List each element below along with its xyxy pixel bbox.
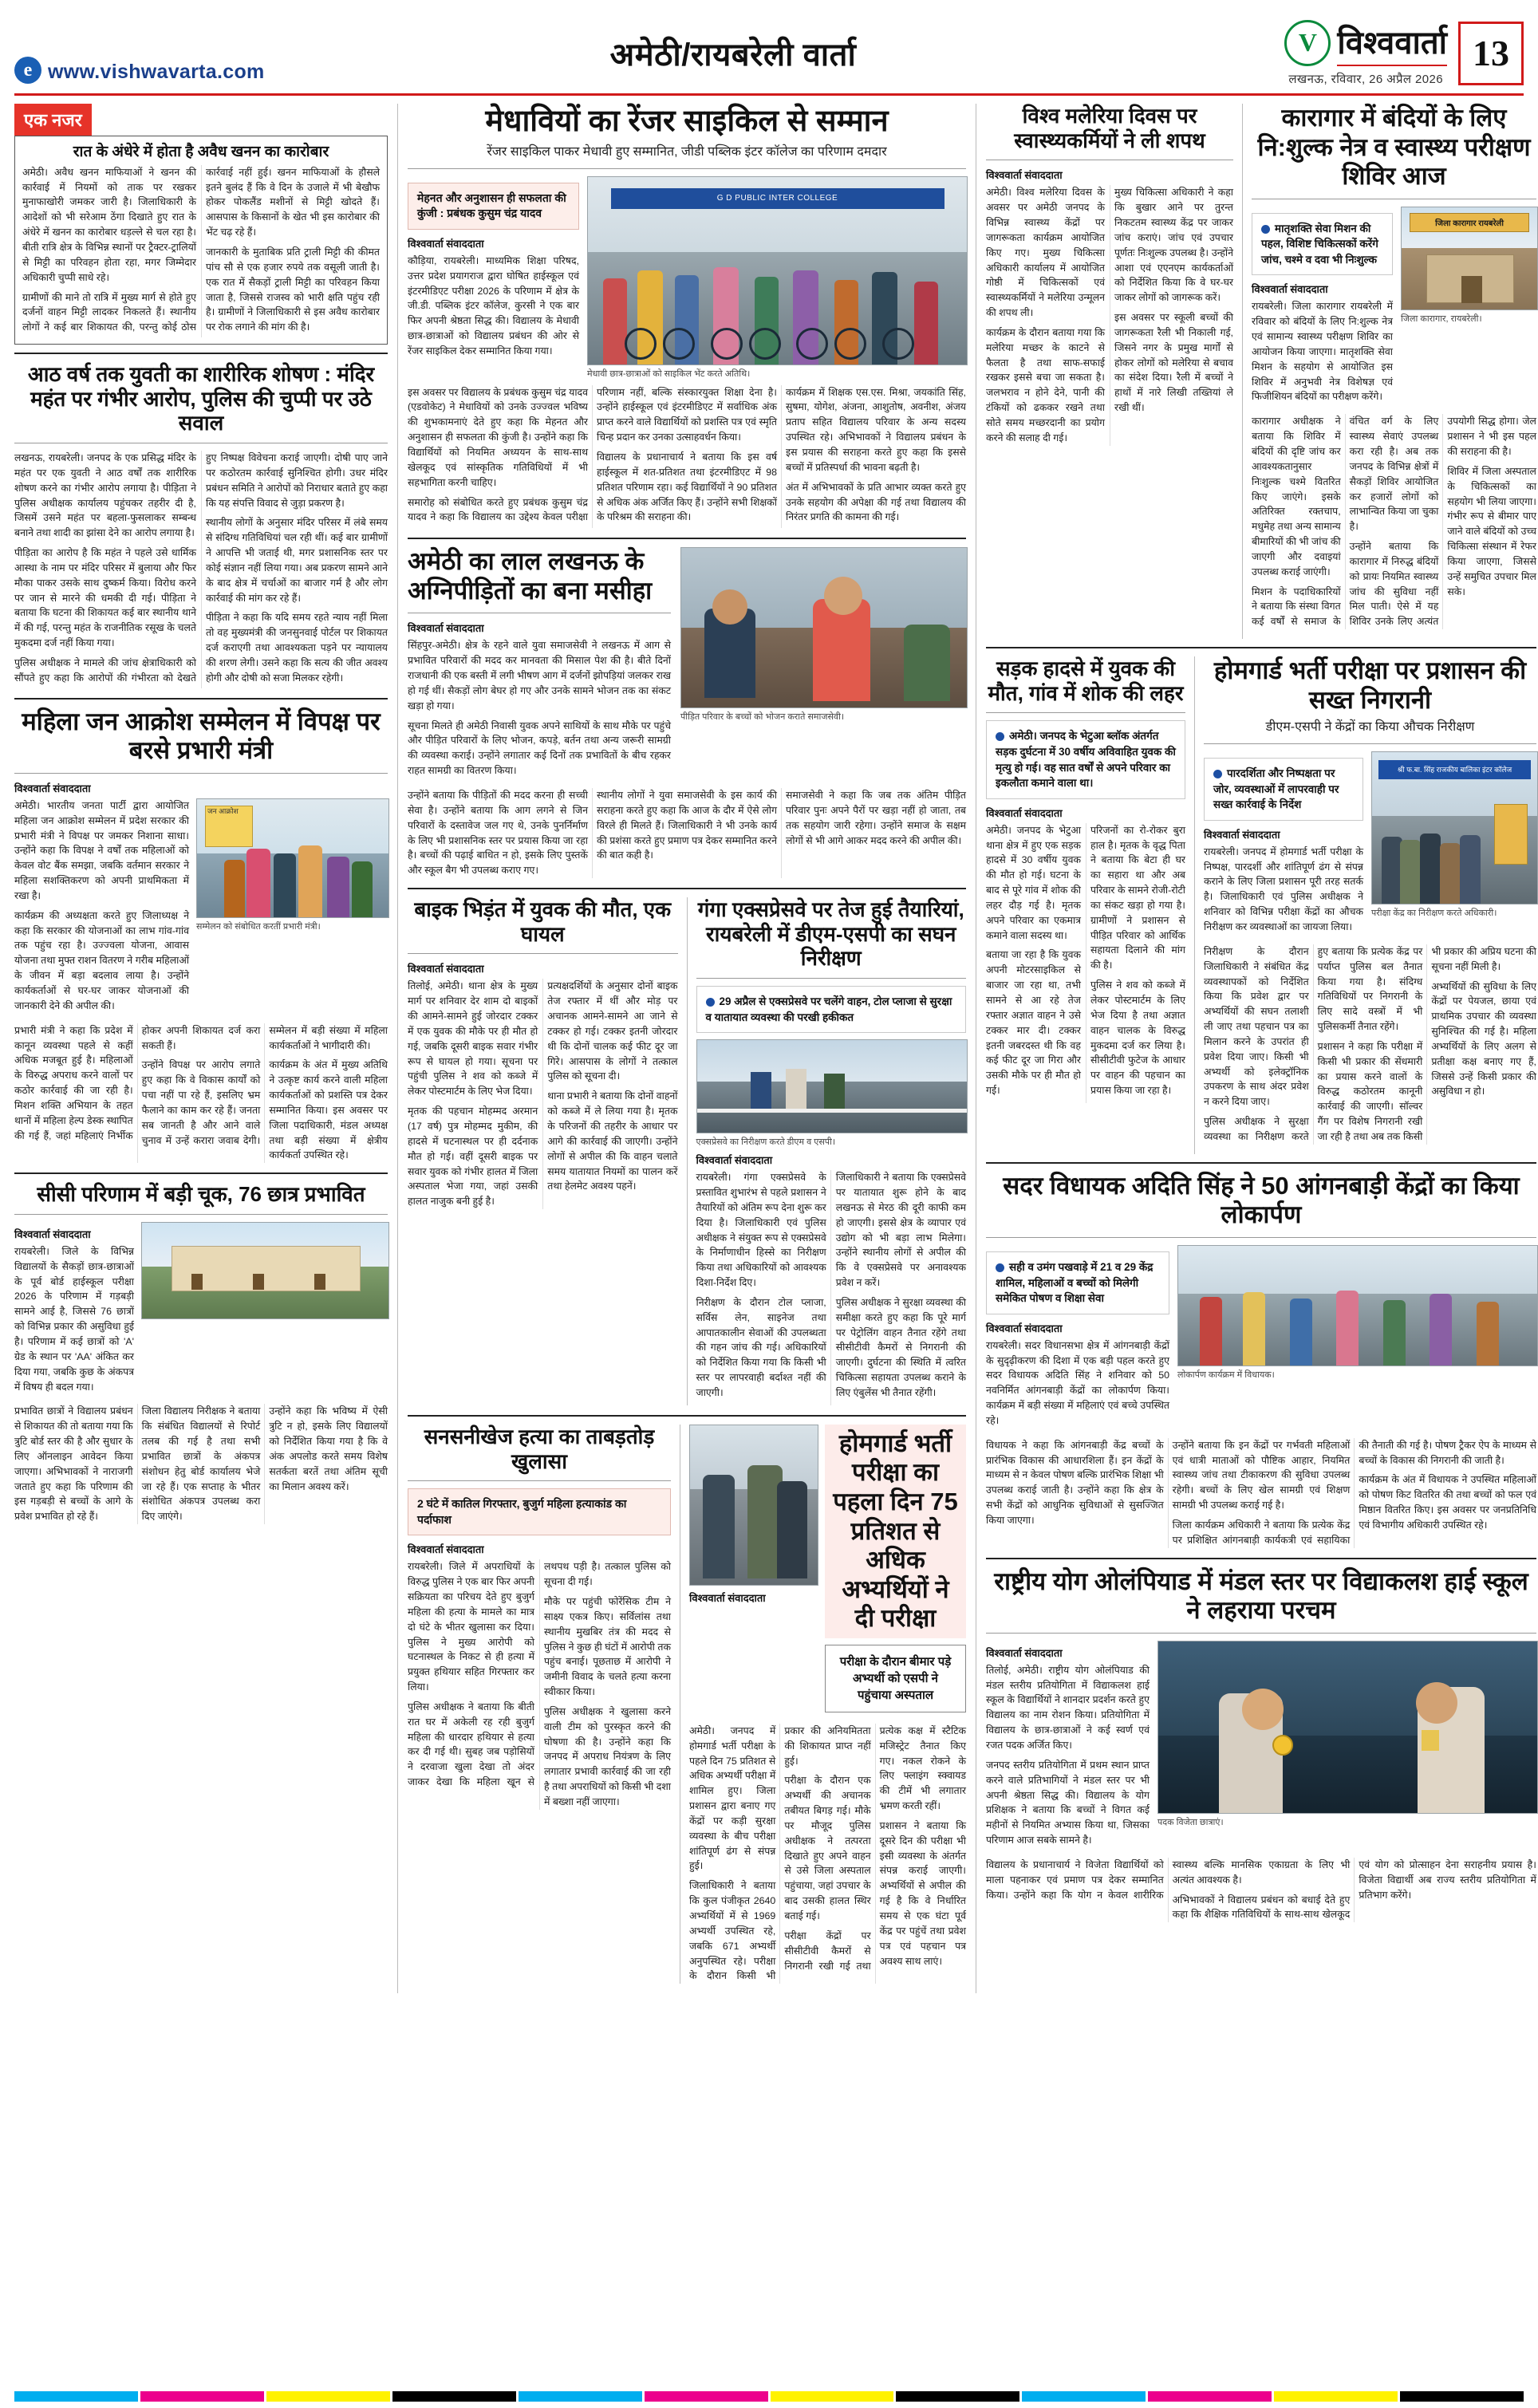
paragraph: परिजनों का रो-रोकर बुरा हाल है। मृतक के वृद्ध पिता ने बताया कि बेटा ही घर का सहारा था और अब परिवार के सामने रोजी-रोटी का संकट खड़ा हो गया है। ग्रामीणों ने प्रशासन से पीड़ित परिवार को आर्थिक सहायता दिलाने की मांग की है। [1090, 824, 1185, 971]
bullet-dot-icon [706, 998, 715, 1007]
paragraph: उन्होंने कहा कि भविष्य में ऐसी त्रुटि न हो, इसके लिए विद्यालयों को निर्देशित किया गया है कि वे अंक अपलोड करते समय विशेष सतर्कता बरतें तथा अंतिम सूची का मिलान अवश्य करें। [269, 1405, 388, 1492]
paragraph: मृतक की पहचान मोहम्मद अरमान (17 वर्ष) पुत्र मोहम्मद मुकीम, की हादसे में घटनास्थल पर ही दर्दनाक मौत हो गई। वहीं दूसरी बाइक पर सवार युवक को गंभीर हालत में जिला अस्पताल भेजा गया, जहां उसकी हालत नाजुक बनी हुई है। [408, 1105, 538, 1208]
byline: विश्ववार्ता संवाददाता [408, 1543, 484, 1556]
website-url[interactable]: www.vishwavarta.com [48, 61, 265, 83]
article-row-bike-ganga [408, 897, 966, 1405]
bullet-box-vigilance [1204, 758, 1363, 821]
headline-lead: मेधावियों का रेंजर साइकिल से सम्मान [485, 104, 889, 138]
headline-vigilance: होमगार्ड भर्ती परीक्षा पर प्रशासन की सख्त निगरानी [1213, 656, 1527, 714]
photo-feeding-children [680, 547, 968, 708]
paragraph: अमेठी। विश्व मलेरिया दिवस के अवसर पर अमेठी जनपद के विभिन्न स्वास्थ्य केंद्रों पर जागरूकता कार्यक्रम आयोजित किए गए। मुख्य चिकित्सा अधिकारी कार्यालय में आयोजित गोष्ठी में चिकित्सकों एवं स्वास्थ्यकर्मियों ने मलेरिया उन्मूलन की शपथ ली। [986, 187, 1105, 319]
paragraph: इस अवसर पर स्कूली बच्चों की जागरूकता रैली भी निकाली गई, जिसने नगर के प्रमुख मार्गों से होकर लोगों को मलेरिया से बचाव का संदेश दिया। रैली में बच्चों ने हाथों में नारे लिखी तख्तियां ले रखी थीं। [1114, 312, 1233, 414]
bullet-box-jail [1252, 213, 1393, 276]
photo-caption: लोकार्पण कार्यक्रम में विधायक। [1177, 1370, 1275, 1380]
paragraph: कारागार अधीक्षक ने बताया कि शिविर में बंदियों की दृष्टि जांच कर आवश्यकतानुसार निःशुल्क चश्मे वितरित किए जाएंगे। इसके अतिरिक्त रक्तचाप, मधुमेह तथा अन्य सामान्य बीमारियों की भी जांच की जाएगी और दवाइयां उपलब्ध कराई जाएंगी। [1252, 416, 1341, 577]
article-ganga-expressway [696, 897, 967, 1405]
photo-caption: सम्मेलन को संबोधित करतीं प्रभारी मंत्री। [196, 921, 321, 932]
byline: विश्ववार्ता संवाददाता [408, 963, 484, 975]
paragraph: अमेठी। जनपद में होमगार्ड भर्ती परीक्षा के पहले दिन 75 प्रतिशत से अधिक अभ्यर्थी परीक्षा में शामिल हुए। जिला प्रशासन द्वारा बनाए गए केंद्रों पर कड़ी सुरक्षा व्यवस्था के बीच परीक्षा शांतिपूर्ण ढंग से संपन्न हुई। [689, 1724, 776, 1872]
newspaper-page [0, 11, 1538, 2408]
brand-name: विश्ववार्ता [1337, 19, 1447, 66]
paragraph: निरीक्षण के दौरान टोल प्लाजा, सर्विस लेन, साइनेज तथा आपातकालीन सेवाओं की उपलब्धता की गहन जांच की गई। अधिकारियों को निर्देशित किया गया कि किसी भी स्तर पर लापरवाही बर्दाश्त नहीं की जाएगी। [696, 1296, 826, 1398]
paragraph: ग्रामीणों की माने तो रात्रि में मुख्य मार्ग से होते हुए दर्जनों वाहन मिट्टी लादकर निकलते हैं। स्थानीय लोगों ने कई बार शिकायत की, परन्तु कोई ठोस कार्रवाई नहीं हुई। खनन माफियाओं के हौसले इतने बुलंद हैं कि वे दिन के उजाले में भी बेखौफ होकर पोकलैंड मशीनों से मिट्टी खोदते हैं। आसपास के किसानों के खेत भी इस कारोबार की भेंट चढ़ रहे हैं। [22, 166, 380, 333]
masthead-brand-block [1109, 19, 1524, 87]
photo-caption: परीक्षा केंद्र का निरीक्षण करते अधिकारी। [1371, 908, 1497, 919]
paragraph: उन्होंने विपक्ष पर आरोप लगाते हुए कहा कि वे विकास कार्यों को पचा नहीं पा रहे हैं, इसलिए भ्रम फैलाने का काम कर रहे हैं। जनता सब जानती है और आने वाले चुनाव में उन्हें करारा जवाब देगी। सम्मेलन में बड़ी संख्या में महिला कार्यकर्ताओं ने भागीदारी की। [141, 1024, 388, 1146]
article-road-accident [986, 656, 1185, 1145]
headline-aditi: सदर विधायक अदिति सिंह ने 50 आंगनबाड़ी केंद्रों का किया लोकार्पण [1003, 1171, 1520, 1229]
article-row-murder-homeguard [408, 1425, 966, 1984]
article-aditi-singh-anganwadi [986, 1172, 1536, 1548]
bullet-box-ganga [696, 986, 967, 1033]
headline-shoshan: आठ वर्ष तक युवती का शारीरिक शोषण : मंदिर महंत पर गंभीर आरोप, पुलिस की चुप्पी पर उठे सवाल [27, 362, 375, 435]
photo-mahila-sammelan: जन आक्रोश [196, 798, 389, 918]
paragraph: समारोह को संबोधित करते हुए प्रबंधक कुसुम चंद्र यादव ने कहा कि विद्यालय का उद्देश्य केवल परीक्षा परिणाम नहीं, बल्कि संस्कारयुक्त शिक्षा देना है। उन्होंने हाईस्कूल एवं इंटरमीडिएट में सर्वाधिक अंक प्राप्त करने वाले विद्यार्थियों को प्रशस्ति पत्र एवं स्मृति चिन्ह प्रदान कर उनका उत्साहवर्धन किया। [408, 386, 777, 523]
kicker-box-murder: 2 घंटे में कातिल गिरफ्तार, बुजुर्ग महिला हत्याकांड का पर्दाफाश [408, 1488, 671, 1535]
paragraph: प्रत्यक्षदर्शियों के अनुसार दोनों बाइक तेज रफ्तार में थीं और मोड़ पर अचानक आमने-सामने आ जाने से टक्कर हो गई। टक्कर इतनी जोरदार थी कि दोनों चालक कई फीट दूर जा गिरे। आसपास के लोगों ने तत्काल पुलिस को सूचना दी। [547, 980, 678, 1082]
article-ek-nazar [14, 104, 388, 688]
article-murder-breakthrough [408, 1425, 671, 1984]
paragraph: रायबरेली। जनपद में होमगार्ड भर्ती परीक्षा के निष्पक्ष, पारदर्शी और शांतिपूर्ण ढंग से संपन्न कराने के लिए जिला प्रशासन पूरी तरह सतर्क है। जिलाधिकारी एवं पुलिस अधीक्षक ने शनिवार को विभिन्न परीक्षा केंद्रों का औचक निरीक्षण कर व्यवस्थाओं का जायजा लिया। [1204, 845, 1363, 932]
photo-caption: मेधावी छात्र-छात्राओं को साइकिल भेंट करते अतिथि। [587, 368, 751, 379]
paragraph: पुलिस ने शव को कब्जे में लेकर पोस्टमार्टम के लिए भेज दिया है तथा अज्ञात वाहन चालक के विरुद्ध मुकदमा दर्ज कर लिया है। सीसीटीवी फुटेज के आधार पर वाहन की पहचान का प्रयास किया जा रहा है। [1090, 979, 1185, 1097]
paragraph: मौके पर पहुंची फोरेंसिक टीम ने साक्ष्य एकत्र किए। सर्विलांस तथा स्थानीय मुखबिर तंत्र की मदद से पुलिस ने कुछ ही घंटों में आरोपी तक पहुंच बनाई। पूछताछ में आरोपी ने जमीनी विवाद के चलते हत्या करना स्वीकार किया। [544, 1596, 671, 1698]
byline: विश्ववार्ता संवाददाता [408, 237, 484, 250]
photo-district-jail [1401, 207, 1538, 310]
headline-ganga: गंगा एक्सप्रेसवे पर तेज हुई तैयारियां, रायबरेली में डीएम-एसपी का सघन निरीक्षण [697, 897, 964, 971]
headline-homeguard-day1: होमगार्ड भर्ती परीक्षा का पहला दिन 75 प्रतिशत से अधिक अभ्यर्थियों ने दी परीक्षा [825, 1425, 966, 1638]
paragraph: पीड़िता का आरोप है कि महंत ने पहले उसे धार्मिक आस्था के नाम पर मंदिर परिसर में बुलाया और फिर मौका पाकर उसके साथ दुष्कर्म किया। विरोध करने पर जान से मारने की धमकी दी गई। पीड़िता ने बताया कि घटना की शिकायत कई बार स्थानीय थाने में की गई, परन्तु महंत के राजनीतिक रसूख के चलते मुकदमा दर्ज नहीं किया गया। [14, 547, 196, 649]
bullet-text: अमेठी। जनपद के भेटुआ ब्लॉक अंतर्गत सड़क दुर्घटना में 30 वर्षीय अविवाहित युवक की मृत्यु हो गई। वह सात वर्षों से अपने परिवार का इकलौता कमाने वाला था। [996, 730, 1176, 790]
paragraph: अभिभावकों ने विद्यालय प्रबंधन को बधाई देते हुए कहा कि शैक्षिक गतिविधियों के साथ-साथ खेलकूद एवं योग को प्रोत्साहन देना सराहनीय प्रयास है। विजेता विद्यार्थी अब राज्य स्तरीय प्रतियोगिता में प्रतिभाग करेंगे। [1172, 1858, 1536, 1921]
byline: विश्ववार्ता संवाददाता [986, 1322, 1063, 1334]
ek-nazar-label: एक नजर [14, 104, 92, 136]
paragraph: थाना प्रभारी ने बताया कि दोनों वाहनों को कब्जे में ले लिया गया है। मृतक के परिजनों की तहरीर के आधार पर आगे की कार्रवाई की जाएगी। उन्होंने लोगों से अपील की कि वाहन चलाते समय यातायात नियमों का पालन करें तथा हेलमेट अवश्य पहनें। [547, 1090, 678, 1192]
photo-caption: जिला कारागार, रायबरेली। [1401, 313, 1482, 324]
headline-amethi-ka-lal: अमेठी का लाल लखनऊ के अग्निपीड़ितों का बना मसीहा [408, 547, 653, 605]
paragraph: अमेठी। भारतीय जनता पार्टी द्वारा आयोजित महिला जन आक्रोश सम्मेलन में प्रदेश सरकार की प्रभारी मंत्री ने विपक्ष पर जमकर निशाना साधा। उन्होंने कहा कि विपक्ष ने वर्षों तक महिलाओं को केवल वोट बैंक समझा, जबकि वर्तमान सरकार ने महिला सशक्तिकरण को अपनी प्राथमिकता में रखा है। [14, 799, 189, 901]
paragraph: पुलिस अधीक्षक ने खुलासा करने वाली टीम को पुरस्कृत करने की घोषणा की है। उन्होंने कहा कि जनपद में अपराध नियंत्रण के लिए लगातार प्रभावी कार्रवाई की जा रही है तथा अपराधियों को किसी भी दशा में बख्शा नहीं जाएगा। [544, 1705, 671, 1808]
paragraph: शिविर में जिला अस्पताल के चिकित्सकों का सहयोग भी लिया जाएगा। गंभीर रूप से बीमार पाए जाने वाले बंदियों को उच्च चिकित्सा संस्थान में रेफर किया जाएगा, जिससे उन्हें समुचित उपचार मिल सके। [1447, 465, 1536, 597]
bullet-dot-icon [996, 732, 1004, 741]
byline: विश्ववार्ता संवाददाता [1204, 828, 1280, 841]
exam-center-signboard: श्री फ.बा. सिंह राजकीय बालिका इंटर कॉलेज [1378, 760, 1530, 779]
paragraph: परीक्षा के दौरान एक अभ्यर्थी की अचानक तबीयत बिगड़ गई। मौके पर मौजूद पुलिस अधीक्षक ने तत्परता दिखाते हुए अपने वाहन से उसे जिला अस्पताल पहुंचाया, जहां उपचार के बाद उसकी हालत स्थिर बताई गई। [784, 1775, 871, 1921]
paragraph: कार्यक्रम के अंत में मुख्य अतिथि ने उत्कृष्ट कार्य करने वाली महिला कार्यकर्ताओं को प्रशस्ति पत्र देकर सम्मानित किया। इस अवसर पर जिला पदाधिकारी, मंडल अध्यक्ष तथा बड़ी संख्या में क्षेत्रीय कार्यकर्ता उपस्थित रहे। [269, 1059, 388, 1161]
byline: विश्ववार्ता संवाददाता [986, 1646, 1063, 1659]
bullet-box-road [986, 720, 1185, 798]
edition-title-block [357, 19, 1109, 87]
bullet-dot-icon [1261, 225, 1270, 234]
edition-title: अमेठी/रायबरेली वार्ता [609, 37, 857, 73]
paragraph: अमेठी। अवैध खनन माफियाओं ने खनन की कार्रवाई में नियमों को ताक पर रखकर मुनाफाखोरी जमकर जारी है। जिलाधिकारी के आदेशों को भी सरेआम ठेंगा दिखाते हुए रात के अंधेरे में खनन का कारोबार धड़ल्ले से चल रहा है। बीती रात्रि क्षेत्र के विभिन्न स्थानों पर ट्रैक्टर-ट्रालियों से मिट्टी का परिवहन होता रहा, मगर जिम्मेदार अधिकारी चुप्पी साधे रहे। [22, 166, 196, 283]
paragraph: पुलिस अधीक्षक ने बताया कि बीती रात घर में अकेली रह रही बुजुर्ग महिला की धारदार हथियार से हत्या कर दी गई थी। सुबह जब पड़ोसियों ने दरवाजा खुला देखा तो अंदर जाकर देखा कि महिला खून से लथपथ पड़ी है। तत्काल पुलिस को सूचना दी गई। [408, 1561, 671, 1788]
photo-exam-center-inspection [1371, 751, 1538, 904]
headline-murder: सनसनीखेज हत्या का ताबड़तोड़ खुलासा [424, 1424, 655, 1473]
byline: विश्ववार्ता संवाददाता [696, 1154, 773, 1167]
subheadline-lead: रेंजर साइकिल पाकर मेधावी हुए सम्मानित, जीडी पब्लिक इंटर कॉलेज का परिणाम दमदार [487, 144, 887, 159]
paragraph: जानकारी के मुताबिक प्रति ट्राली मिट्टी की कीमत पांच सौ से एक हजार रुपये तक वसूली जाती है। एक रात में सैकड़ों ट्राली मिट्टी का परिवहन किया जाता है, जिससे राजस्व को भारी क्षति पहुंच रही है। ग्रामीणों ने जिलाधिकारी से इस अवैध कारोबार पर रोक लगाने की मांग की है। [206, 246, 380, 333]
paragraph: विद्यालय के प्रधानाचार्य ने विजेता विद्यार्थियों को माला पहनाकर एवं प्रमाण पत्र देकर सम्मानित किया। उन्होंने कहा कि योग न केवल शारीरिक स्वास्थ्य बल्कि मानसिक एकाग्रता के लिए भी अत्यंत आवश्यक है। [986, 1858, 1351, 1901]
column-three [986, 104, 1536, 1993]
paragraph: स्थानीय लोगों ने युवा समाजसेवी के इस कार्य की सराहना करते हुए कहा कि आज के दौर में ऐसे लोग विरले ही मिलते हैं। जिलाधिकारी ने भी उनके कार्य की प्रशंसा करते हुए प्रमाण पत्र देकर सम्मानित करने की बात कही है। [597, 789, 777, 861]
byline: विश्ववार्ता संवाददाता [408, 622, 484, 635]
paragraph: कौड़िया, रायबरेली। माध्यमिक शिक्षा परिषद, उत्तर प्रदेश प्रयागराज द्वारा घोषित हाईस्कूल एवं इंटरमीडिएट परीक्षा 2026 के परिणाम में क्षेत्र के जी.डी. पब्लिक इंटर कॉलेज, कुरसी ने एक बार फिर अपनी श्रेष्ठता सिद्ध की। विद्यालय के मेधावी छात्र-छात्राओं को विद्यालय प्रबंधन की ओर से रेंजर साइकिल देकर सम्मानित किया गया। [408, 254, 579, 357]
headline-jail-camp: कारागार में बंदियों के लिए नि:शुल्क नेत्र व स्वास्थ्य परीक्षण शिविर आज [1257, 104, 1531, 191]
paragraph: कार्यक्रम के अंत में विधायक ने उपस्थित महिलाओं को पोषण किट वितरित की तथा बच्चों को फल एवं मिष्ठान वितरित किए। इस अवसर पर जनप्रतिनिधि एवं विभागीय अधिकारी उपस्थित रहे। [1359, 1474, 1536, 1531]
jail-signboard: जिला कारागार रायबरेली [1410, 213, 1529, 232]
paragraph: रायबरेली। जिला कारागार रायबरेली में रविवार को बंदियों के लिए नि:शुल्क नेत्र एवं सामान्य स्वास्थ्य परीक्षण शिविर का आयोजन किया जाएगा। मातृशक्ति सेवा मिशन के सहयोग से आयोजित इस शिविर में अनुभवी नेत्र विशेषज्ञ एवं फिजीशियन बंदियों का परीक्षण करेंगे। [1252, 301, 1393, 403]
paragraph: रायबरेली। जिले के विभिन्न विद्यालयों के सैकड़ों छात्र-छात्राओं के पूर्व बोर्ड हाईस्कूल परीक्षा 2026 के परिणाम में गड़बड़ी सामने आई है, जिससे 76 छात्रों को विभिन्न प्रकार की असुविधा हुई है। परिणाम में कई छात्रों को 'A' ग्रेड के स्थान पर 'AA' अंकित कर दिया गया, जबकि कुछ के अंकपत्र में विषय ही बदल गया। [14, 1245, 134, 1393]
photo-school-building [141, 1222, 389, 1319]
page-number: 13 [1458, 22, 1524, 85]
paragraph: रायबरेली। सदर विधानसभा क्षेत्र में आंगनबाड़ी केंद्रों के सुदृढ़ीकरण की दिशा में एक बड़ी पहल करते हुए सदर विधायक अदिति सिंह ने शनिवार को 50 नवनिर्मित आंगनबाड़ी केंद्रों का लोकार्पण किया। कार्यक्रम में बड़ी संख्या में महिलाएं एवं बच्चे उपस्थित रहे। [986, 1339, 1169, 1426]
article-yoga-olympiad [986, 1567, 1536, 1923]
paragraph: पुलिस अधीक्षक ने सुरक्षा व्यवस्था का निरीक्षण करते हुए बताया कि प्रत्येक केंद्र पर पर्याप्त पुलिस बल तैनात किया गया है। संदिग्ध गतिविधियों पर निगरानी के लिए सादे वस्त्रों में भी पुलिसकर्मी तैनात रहेंगे। [1204, 945, 1423, 1142]
paragraph: अमेठी। जनपद के भेटुआ थाना क्षेत्र में हुए एक सड़क हादसे में 30 वर्षीय युवक की मौत हो गई। घटना के बाद से पूरे गांव में शोक की लहर दौड़ गई है। मृतक अपने परिवार का एकमात्र कमाने वाला सदस्य था। [986, 824, 1081, 941]
paragraph: पीड़िता ने कहा कि यदि समय रहते न्याय नहीं मिला तो वह मुख्यमंत्री की जनसुनवाई पोर्टल पर शिकायत दर्ज कराएगी तथा आवश्यकता पड़ने पर न्यायालय की शरण लेगी। उसने कहा कि सत्य की जीत अवश्य होगी और दोषी को सजा मिलकर रहेगी। [206, 612, 388, 684]
byline: विश्ववार्ता संवाददाता [14, 1228, 91, 1240]
photo-caption: एक्सप्रेसवे का निरीक्षण करते डीएम व एसपी। [696, 1137, 836, 1148]
paragraph: अंत में अभिभावकों के प्रति आभार व्यक्त करते हुए उनके सहयोग की अपेक्षा की गई तथा विद्यालय की निरंतर प्रगति की कामना की गई। [786, 481, 966, 523]
photo-anganwadi-inauguration [1177, 1245, 1538, 1366]
bullet-text: 29 अप्रैल से एक्सप्रेसवे पर चलेंगे वाहन, टोल प्लाजा से सुरक्षा व यातायात व्यवस्था की परखी हकीकत [705, 995, 952, 1023]
paragraph: अभ्यर्थियों की सुविधा के लिए केंद्रों पर पेयजल, छाया एवं प्राथमिक उपचार की व्यवस्था सुनिश्चित की गई है। महिला अभ्यर्थियों के लिए अलग से प्रतीक्षा कक्ष बनाए गए हैं, जिससे उन्हें किसी प्रकार की असुविधा न हो। [1431, 980, 1536, 1098]
article-homeguard-exam-day1 [689, 1425, 966, 1984]
ek-nazar-box [14, 136, 388, 345]
quote-box-lead: मेहनत और अनुशासन ही सफलता की कुंजी : प्रबंधक कुसुम चंद्र यादव [408, 183, 579, 230]
vishwavarta-logo-icon: V [1284, 20, 1331, 66]
ek-nazar-headline: रात के अंधेरे में होता है अवैध खनन का कारोबार [73, 144, 329, 160]
paragraph: स्थानीय लोगों के अनुसार मंदिर परिसर में लंबे समय से संदिग्ध गतिविधियां चल रही थीं। कई बार ग्रामीणों ने आपत्ति भी जताई थी, मगर प्रशासनिक स्तर पर कोई संज्ञान नहीं लिया गया। अब प्रकरण सामने आने के बाद क्षेत्र में चर्चाओं का बाजार गर्म है और लोग कार्रवाई की मांग कर रहे हैं। [206, 517, 388, 604]
paragraph: उन्होंने बताया कि पीड़ितों की मदद करना ही सच्ची सेवा है। उन्होंने बताया कि आग लगने से जिन परिवारों के दस्तावेज जल गए थे, उनके पुनर्निर्माण के लिए भी प्रशासनिक स्तर पर प्रयास किया जा रहा है। बच्चों की पढ़ाई बाधित न हो, इसके लिए पुस्तकें और स्कूल बैग भी उपलब्ध कराए गए। [408, 789, 588, 877]
paragraph: विधायक ने कहा कि आंगनबाड़ी केंद्र बच्चों के प्रारंभिक विकास की आधारशिला हैं। इन केंद्रों के माध्यम से न केवल पोषण बल्कि प्रारंभिक शिक्षा भी उपलब्ध कराई जाती है। उन्होंने कहा कि क्षेत्र के सभी केंद्रों को आधुनिक सुविधाओं से सुसज्जित किया जाएगा। [986, 1439, 1164, 1526]
article-cc-result [14, 1182, 388, 1524]
headline-road-accident: सड़क हादसे में युवक की मौत, गांव में शोक की लहर [988, 656, 1184, 705]
byline: विश्ववार्ता संवाददाता [689, 1591, 766, 1604]
headline-yoga: राष्ट्रीय योग ओलंपियाड में मंडल स्तर पर विद्याकलश हाई स्कूल ने लहराया परचम [994, 1567, 1528, 1625]
bullet-text: सही व उमंग पखवाड़े में 21 व 29 केंद्र शामिल, महिलाओं व बच्चों को मिलेगी समेकित पोषण व शिक्षा सेवा [996, 1260, 1154, 1305]
article-exam-vigilance [1204, 656, 1536, 1145]
article-amethi-ka-lal [408, 547, 966, 878]
photo-police-escort [689, 1425, 818, 1586]
masthead-website-block [14, 19, 357, 87]
paragraph: लखनऊ, रायबरेली। जनपद के एक प्रसिद्ध मंदिर के महंत पर एक युवती ने आठ वर्षों तक शारीरिक शोषण करने का गंभीर आरोप लगाया है। पीड़िता ने पुलिस अधीक्षक कार्यालय पहुंचकर तहरीर दी है, जिसमें उसने महंत पर बहला-फुसलाकर सम्बन्ध बनाने तथा शादी का झांसा देने का आरोप लगाया है। [14, 452, 196, 539]
brand-wrap [1284, 19, 1447, 87]
paragraph: मिशन के पदाधिकारियों ने बताया कि संस्था विगत कई वर्षों से समाज के वंचित वर्ग के लिए स्वास्थ्य सेवाएं उपलब्ध करा रही है। अब तक जनपद के विभिन्न क्षेत्रों में सैकड़ों शिविर आयोजित कर हजारों लोगों को लाभान्वित किया जा चुका है। [1252, 416, 1439, 628]
byline: विश्ववार्ता संवाददाता [14, 782, 91, 794]
photo-yoga-medalists [1157, 1641, 1538, 1814]
e-globe-icon: e [14, 57, 41, 84]
article-bike-collision [408, 897, 678, 1405]
paragraph: उन्होंने बताया कि कारागार में निरुद्ध बंदियों को प्रायः नियमित स्वास्थ्य जांच की सुविधा नहीं मिल पाती। ऐसे में यह शिविर उनके लिए अत्यंत उपयोगी सिद्ध होगा। जेल प्रशासन ने भी इस पहल की सराहना की है। [1349, 416, 1536, 628]
column-divider [397, 104, 398, 1993]
bullet-dot-icon [1213, 770, 1222, 778]
paragraph: समाजसेवी ने कहा कि जब तक अंतिम पीड़ित परिवार पुनः अपने पैरों पर खड़ा नहीं हो जाता, तब तक सहयोग जारी रहेगा। उन्होंने समाज के सक्षम लोगों से भी आगे आकर मदद करने की अपील की। [786, 789, 966, 846]
paragraph: उन्होंने बताया कि इन केंद्रों पर गर्भवती महिलाओं एवं धात्री माताओं को पौष्टिक आहार, नियमित स्वास्थ्य जांच तथा टीकाकरण की सुविधा उपलब्ध रहेगी। बच्चों के लिए खेल सामग्री एवं शिक्षण सामग्री भी उपलब्ध कराई गई है। [1172, 1439, 1351, 1511]
paragraph: पुलिस अधीक्षक ने मामले की जांच क्षेत्राधिकारी को सौंपते हुए कहा कि आरोपों की गंभीरता को देखते हुए निष्पक्ष विवेचना कराई जाएगी। दोषी पाए जाने पर कठोरतम कार्रवाई सुनिश्चित होगी। उधर मंदिर प्रबंधन समिति ने आरोपों को निराधार बताते हुए कहा कि यह संपत्ति विवाद से जुड़ा प्रकरण है। [14, 452, 388, 684]
paragraph: मुख्य चिकित्सा अधिकारी ने कहा कि बुखार आने पर तुरन्त निकटतम स्वास्थ्य केंद्र पर जाकर जांच कराएं। जांच एवं उपचार पूर्णतः निःशुल्क उपलब्ध है। उन्होंने आशा एवं एएनएम कार्यकर्ताओं को निर्देशित किया कि वे घर-घर जाकर लोगों को जागरूक करें। [1114, 187, 1233, 304]
paragraph: कार्यक्रम में शिक्षक एस.एस. मिश्रा, जयकांति सिंह, सुषमा, योगेश, अंजना, आशुतोष, अवनीश, अंजय प्रताप सहित विद्यालय परिवार के अन्य सदस्य उपस्थित रहे। अभिभावकों ने विद्यालय प्रबंधन के इस प्रयास की सराहना करते हुए कहा कि इससे बच्चों में प्रतिस्पर्धा की भावना बढ़ती है। [786, 386, 966, 473]
paragraph: जिला कार्यक्रम अधिकारी ने बताया कि प्रत्येक केंद्र पर प्रशिक्षित आंगनबाड़ी कार्यकत्री एवं सहायिका की तैनाती की गई है। पोषण ट्रैकर ऐप के माध्यम से बच्चों के विकास की निगरानी की जाती है। [1172, 1439, 1536, 1546]
subheadline-vigilance: डीएम-एसपी ने केंद्रों का किया औचक निरीक्षण [1265, 720, 1475, 735]
paragraph: प्रभारी मंत्री ने कहा कि प्रदेश में कानून व्यवस्था पहले से कहीं अधिक मजबूत हुई है। महिलाओं के विरुद्ध अपराध करने वालों पर कठोर कार्रवाई की जा रही है। मिशन शक्ति अभियान के तहत थानों में महिला हेल्प डेस्क स्थापित की गई हैं, जहां महिलाएं निर्भीक होकर अपनी शिकायत दर्ज करा सकती हैं। [14, 1024, 261, 1141]
paragraph: परीक्षा केंद्रों पर सीसीटीवी कैमरों से निगरानी रखी गई तथा प्रत्येक कक्ष में स्टैटिक मजिस्ट्रेट तैनात किए गए। नकल रोकने के लिए फ्लाइंग स्क्वायड की टीमें भी लगातार भ्रमण करती रहीं। [784, 1724, 966, 1972]
paragraph: रायबरेली। जिले में अपराधियों के विरुद्ध पुलिस ने एक बार फिर अपनी सक्रियता का परिचय देते हुए बुजुर्ग महिला की हत्या के मामले का मात्र दो घंटे के भीतर खुलासा कर दिया। पुलिस ने मुख्य आरोपी को घटनास्थल के निकट से ही हत्या में प्रयुक्त हथियार सहित गिरफ्तार कर लिया। [408, 1561, 534, 1693]
byline: विश्ववार्ता संवाददाता [986, 169, 1063, 182]
article-lead-ranger-cycle [408, 104, 966, 528]
bullet-dot-icon [996, 1263, 1004, 1272]
headline-mahila: महिला जन आक्रोश सम्मेलन में विपक्ष पर बरसे प्रभारी मंत्री [22, 707, 381, 765]
info-box-homeguard: परीक्षा के दौरान बीमार पड़े अभ्यर्थी को एसपी ने पहुंचाया अस्पताल [825, 1645, 966, 1712]
photo-caption: पदक विजेता छात्राएं। [1157, 1817, 1224, 1827]
photo-cycle-distribution: G D PUBLIC INTER COLLEGE [587, 176, 968, 365]
article-jail-health-camp [1252, 104, 1536, 629]
paragraph: बताया जा रहा है कि युवक अपनी मोटरसाइकिल से बाजार जा रहा था, तभी सामने से आ रहे तेज रफ्तार अज्ञात वाहन ने उसे टक्कर मार दी। टक्कर इतनी जबरदस्त थी कि वह कई फीट दूर जा गिरा और उसकी मौके पर ही मौत हो गई। [986, 949, 1081, 1097]
bullet-text: मातृशक्ति सेवा मिशन की पहल, विशिष्ट चिकित्सकों करेंगे जांच, चश्मे व दवा भी निःशुल्क [1261, 222, 1378, 266]
article-mahila-sammelan [14, 707, 388, 1164]
headline-bike: बाइक भिड़ंत में युवक की मौत, एक घायल [414, 897, 672, 946]
paragraph: प्रभावित छात्रों ने विद्यालय प्रबंधन से शिकायत की तो बताया गया कि त्रुटि बोर्ड स्तर की है और सुधार के लिए ऑनलाइन आवेदन किया जाएगा। अभिभावकों ने नाराजगी जताते हुए कहा कि परिणाम की इस गड़बड़ी से बच्चों के आगे के प्रवेश प्रभावित हो रहे हैं। [14, 1405, 133, 1523]
bullet-text: पारदर्शिता और निष्पक्षता पर जोर, व्यवस्थाओं में लापरवाही पर सख्त कार्रवाई के निर्देश [1213, 767, 1339, 811]
bullet-box-aditi [986, 1251, 1169, 1314]
paragraph: इस अवसर पर विद्यालय के प्रबंधक कुसुम चंद्र यादव (एडवोकेट) ने मेधावियों को उनके उज्ज्वल भविष्य की शुभकामनाएं देते हुए कहा कि मेहनत और अनुशासन ही सफलता की कुंजी है। उन्होंने कहा कि विद्यार्थियों को नियमित अध्ययन के साथ-साथ खेलकूद एवं सांस्कृतिक गतिविधियों में भी सहभागिता करनी चाहिए। [408, 386, 588, 488]
masthead [14, 11, 1524, 96]
paragraph: प्रशासन ने बताया कि दूसरे दिन की परीक्षा भी इसी व्यवस्था के अंतर्गत संपन्न कराई जाएगी। अभ्यर्थियों से अपील की गई है कि वे निर्धारित समय से एक घंटा पूर्व केंद्र पर पहुंचें तथा प्रवेश पत्र एवं पहचान पत्र अवश्य साथ लाएं। [879, 1819, 966, 1967]
photo-caption: पीड़ित परिवार के बच्चों को भोजन कराते समाजसेवी। [680, 712, 845, 723]
column-one [14, 104, 388, 1993]
paragraph: कार्यक्रम के दौरान बताया गया कि मलेरिया मच्छर के काटने से फैलता है तथा साफ-सफाई रखकर इससे बचा जा सकता है। जलभराव न होने देने, पानी की टंकियों को ढककर रखने तथा सोते समय मच्छरदानी का प्रयोग करने की सलाह दी गई। [986, 326, 1105, 443]
paragraph: पुलिस अधीक्षक ने सुरक्षा व्यवस्था की समीक्षा करते हुए कहा कि पूरे मार्ग पर पेट्रोलिंग वाहन तैनात रहेंगे तथा सीसीटीवी कैमरों से निगरानी की जाएगी। दुर्घटना की स्थिति में त्वरित चिकित्सा सहायता उपलब्ध कराने के लिए एंबुलेंस भी तैनात रहेंगी। [835, 1296, 966, 1398]
paragraph: जिला विद्यालय निरीक्षक ने बताया कि संबंधित विद्यालयों से रिपोर्ट तलब की गई है तथा सभी प्रभावित छात्रों के अंकपत्र संशोधन हेतु बोर्ड कार्यालय भेजे जा रहे हैं। एक सप्ताह के भीतर संशोधित अंकपत्र उपलब्ध करा दिए जाएंगे। [141, 1405, 261, 1523]
photo-expressway-inspection [696, 1039, 968, 1133]
column-two [408, 104, 966, 1993]
edition-date: लखनऊ, रविवार, 26 अप्रैल 2026 [1288, 73, 1444, 86]
paragraph: विद्यालय के प्रधानाचार्य ने बताया कि इस वर्ष हाईस्कूल में शत-प्रतिशत तथा इंटरमीडिएट में 98 प्रतिशत परिणाम रहा। कई विद्यार्थियों ने 90 प्रतिशत से अधिक अंक अर्जित किए हैं। उन्होंने सभी शिक्षकों के परिश्रम की सराहना की। [597, 451, 777, 523]
paragraph: रायबरेली। गंगा एक्सप्रेसवे के प्रस्तावित शुभारंभ से पहले प्रशासन ने तैयारियों को अंतिम रूप देना शुरू कर दिया है। जिलाधिकारी एवं पुलिस अधीक्षक ने संयुक्त रूप से एक्सप्रेसवे के निर्माणाधीन हिस्से का निरीक्षण किया तथा अधिकारियों को आवश्यक दिशा-निर्देश दिए। [696, 1172, 826, 1289]
content-grid [14, 104, 1536, 1993]
paragraph: सिंहपुर-अमेठी। क्षेत्र के रहने वाले युवा समाजसेवी ने लखनऊ में आग से प्रभावित परिवारों की मदद कर मानवता की मिसाल पेश की है। बीते दिनों राजधानी की एक बस्ती में लगी भीषण आग में दर्जनों झोपड़ियां जलकर राख हो गई थीं। सैकड़ों लोग बेघर हो गए और उनके सामने भोजन तक का संकट खड़ा हो गया। [408, 640, 671, 711]
paragraph: जिलाधिकारी ने बताया कि कुल पंजीकृत 2640 अभ्यर्थियों में से 1969 अभ्यर्थी उपस्थित रहे, जबकि 671 अभ्यर्थी अनुपस्थित रहे। परीक्षा के दौरान किसी भी प्रकार की अनियमितता की शिकायत प्राप्त नहीं हुई। [689, 1724, 871, 1982]
paragraph: तिलोई, अमेठी। थाना क्षेत्र के मुख्य मार्ग पर शनिवार देर शाम दो बाइकों की आमने-सामने हुई जोरदार टक्कर में एक युवक की मौके पर ही मौत हो गई, जबकि दूसरी बाइक सवार गंभीर रूप से घायल हो गया। सूचना पर पहुंची पुलिस ने शव को कब्जे में लेकर पोस्टमार्टम के लिए भेज दिया। [408, 980, 538, 1098]
headline-cc-result: सीसी परिणाम में बड़ी चूक, 76 छात्र प्रभावित [37, 1182, 365, 1207]
article-malaria-day [986, 104, 1233, 629]
paragraph: कार्यक्रम की अध्यक्षता करते हुए जिलाध्यक्ष ने कहा कि सरकार की योजनाओं का लाभ गांव-गांव तक पहुंच रहा है। उज्ज्वला योजना, आवास योजना तथा मुफ्त राशन वितरण ने गरीब महिलाओं के जीवन में बड़ा बदलाव लाया है। उन्होंने कार्यकर्ताओं से घर-घर जाकर योजनाओं की जानकारी देने की अपील की। [14, 909, 189, 1011]
byline: विश्ववार्ता संवाददाता [986, 806, 1063, 819]
paragraph: तिलोई, अमेठी। राष्ट्रीय योग ओलंपियाड की मंडल स्तरीय प्रतियोगिता में विद्याकलश हाई स्कूल के विद्यार्थियों ने शानदार प्रदर्शन करते हुए विद्यालय का नाम रोशन किया। प्रतियोगिता में विद्यालय के छात्र-छात्राओं ने कई स्वर्ण एवं रजत पदक अर्जित किए। [986, 1664, 1150, 1751]
paragraph: प्रशासन ने कहा कि परीक्षा में किसी भी प्रकार की सेंधमारी का प्रयास करने वालों के विरुद्ध कठोरतम कानूनी कार्रवाई की जाएगी। सॉल्वर गैंग पर विशेष निगरानी रखी जा रही है तथा अब तक किसी भी प्रकार की अप्रिय घटना की सूचना नहीं मिली है। [1317, 945, 1536, 1142]
paragraph: निरीक्षण के दौरान जिलाधिकारी ने संबंधित केंद्र व्यवस्थापकों को निर्देशित किया कि प्रवेश द्वार पर अभ्यर्थियों की सघन तलाशी ली जाए तथा पहचान पत्र का मिलान करने के उपरांत ही प्रवेश दिया जाए। किसी भी अभ्यर्थी को इलेक्ट्रॉनिक उपकरण के साथ अंदर प्रवेश न करने दिया जाए। [1204, 945, 1309, 1108]
paragraph: सूचना मिलते ही अमेठी निवासी युवक अपने साथियों के साथ मौके पर पहुंचे और पीड़ित परिवारों के लिए भोजन, कपड़े, बर्तन तथा अन्य जरूरी सामग्री की व्यवस्था कराई। उन्होंने लगातार कई दिनों तक प्रभावितों के बीच रहकर राहत सामग्री का वितरण किया। [408, 719, 671, 777]
paragraph: जनपद स्तरीय प्रतियोगिता में प्रथम स्थान प्राप्त करने वाले प्रतिभागियों ने मंडल स्तर पर भी अपनी श्रेष्ठता सिद्ध की। विद्यालय के योग प्रशिक्षक ने बताया कि बच्चों ने विगत कई महीनों से नियमित अभ्यास किया था, जिसका परिणाम आज सबके सामने है। [986, 1759, 1150, 1846]
headline-malaria: विश्व मलेरिया दिवस पर स्वास्थ्यकर्मियों ने ली शपथ [1014, 104, 1205, 152]
byline: विश्ववार्ता संवाददाता [1252, 283, 1328, 296]
paragraph: जिलाधिकारी ने बताया कि एक्सप्रेसवे पर यातायात शुरू होने के बाद लखनऊ से मेरठ की दूरी काफी कम हो जाएगी। इससे क्षेत्र के व्यापार एवं उद्योग को भी बड़ा लाभ मिलेगा। उन्होंने स्थानीय लोगों से अपील की कि वे एक्सप्रेसवे पर अनावश्यक प्रवेश न करें। [835, 1172, 966, 1289]
